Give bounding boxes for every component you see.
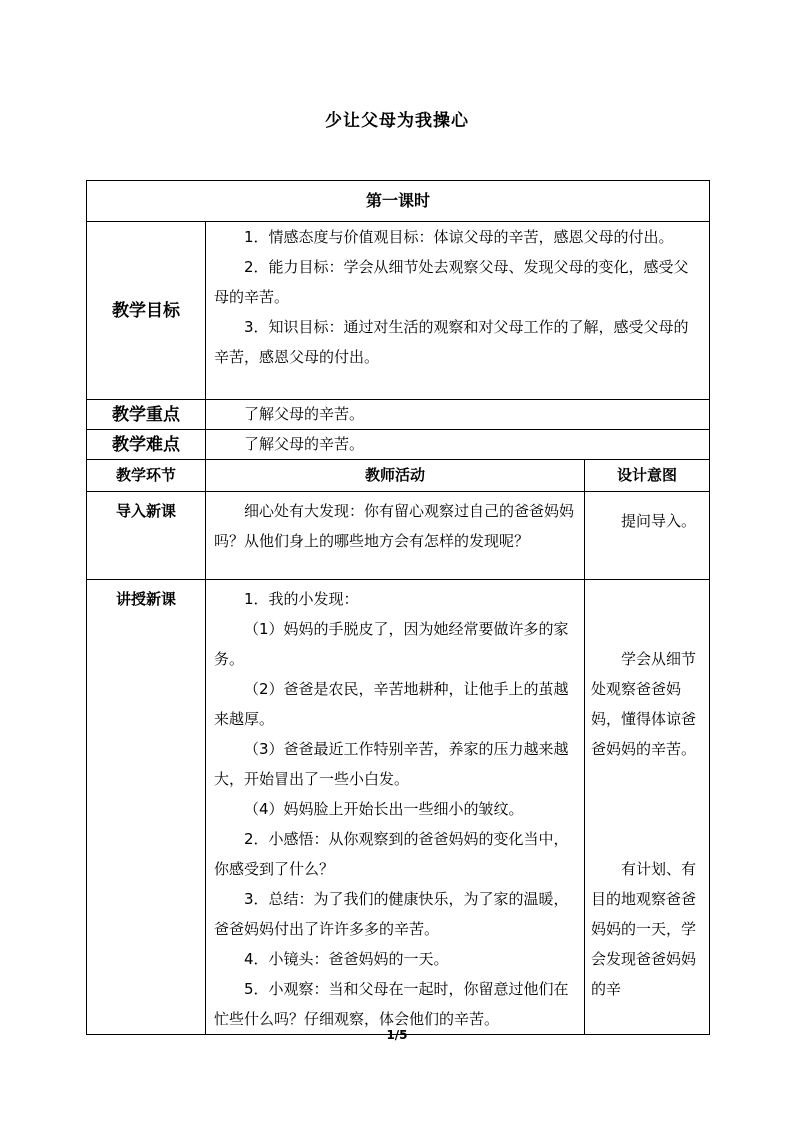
- lecture-intent-cell: [585, 580, 710, 1035]
- lecture-activity: （3）爸爸最近工作特别辛苦，养家的压力越来越大，开始冒出了一些小白发。: [214, 740, 569, 788]
- col-intent-header: 设计意图: [585, 460, 710, 492]
- lecture-activity: 1．我的小发现：: [244, 590, 359, 608]
- goal-item: 2．能力目标：学会从细节处去观察父母、发现父母的变化，感受父母的辛苦。: [214, 258, 689, 306]
- col-stage-header: 教学环节: [87, 460, 206, 492]
- goal-item: 1．情感态度与价值观目标：体谅父母的辛苦，感恩父母的付出。: [244, 228, 674, 246]
- intro-intent-cell: [585, 492, 710, 580]
- page-number: 1/5: [386, 1028, 408, 1042]
- lecture-activity: 3．总结：为了我们的健康快乐，为了家的温暖，爸爸妈妈付出了许许多多的辛苦。: [214, 890, 569, 938]
- page-title: 少让父母为我操心: [325, 111, 469, 131]
- difficulty-label: 教学难点: [87, 430, 206, 460]
- intro-activity-cell: [206, 492, 585, 580]
- difficulty-text: [206, 430, 710, 460]
- difficulty-value: 了解父母的辛苦。: [244, 435, 365, 453]
- lesson-plan-table: [86, 180, 710, 1035]
- lecture-activity: （4）妈妈脸上开始长出一些细小的皱纹。: [244, 800, 524, 818]
- lesson-header: 第一课时: [87, 181, 710, 222]
- lecture-stage: 讲授新课: [87, 580, 206, 1035]
- goal-item: 3．知识目标：通过对生活的观察和对父母工作的了解，感受父母的辛苦，感恩父母的付出。: [214, 318, 689, 366]
- lecture-activity: 2．小感悟：从你观察到的爸爸妈妈的变化当中，你感受到了什么？: [214, 830, 569, 878]
- intro-activity: 细心处有大发现：你有留心观察过自己的爸爸妈妈吗？从他们身上的哪些地方会有怎样的发现呢？: [214, 502, 575, 550]
- goals-cell: [206, 222, 710, 400]
- lecture-activity-cell: [206, 580, 585, 1035]
- intro-intent: 提问导入。: [621, 512, 697, 530]
- intro-stage: 导入新课: [87, 492, 206, 580]
- key-point-value: 了解父母的辛苦。: [244, 405, 365, 423]
- lecture-activity: 4．小镜头：爸爸妈妈的一天。: [244, 950, 449, 968]
- lecture-intent-1: 学会从细节处观察爸爸妈妈，懂得体谅爸爸妈妈的辛苦。: [591, 650, 697, 758]
- goals-label: 教学目标: [87, 222, 206, 400]
- col-activity-header: 教师活动: [206, 460, 585, 492]
- lecture-intent-2: 有计划、有目的地观察爸爸妈妈的一天，学会发现爸爸妈妈的辛: [591, 860, 697, 998]
- lecture-activity: （2）爸爸是农民，辛苦地耕种，让他手上的茧越来越厚。: [214, 680, 569, 728]
- key-point-text: [206, 400, 710, 430]
- lecture-activity: （1）妈妈的手脱皮了，因为她经常要做许多的家务。: [214, 620, 569, 668]
- lecture-activity: 5．小观察：当和父母在一起时，你留意过他们在忙些什么吗？仔细观察，体会他们的辛苦。: [214, 980, 569, 1028]
- key-point-label: 教学重点: [87, 400, 206, 430]
